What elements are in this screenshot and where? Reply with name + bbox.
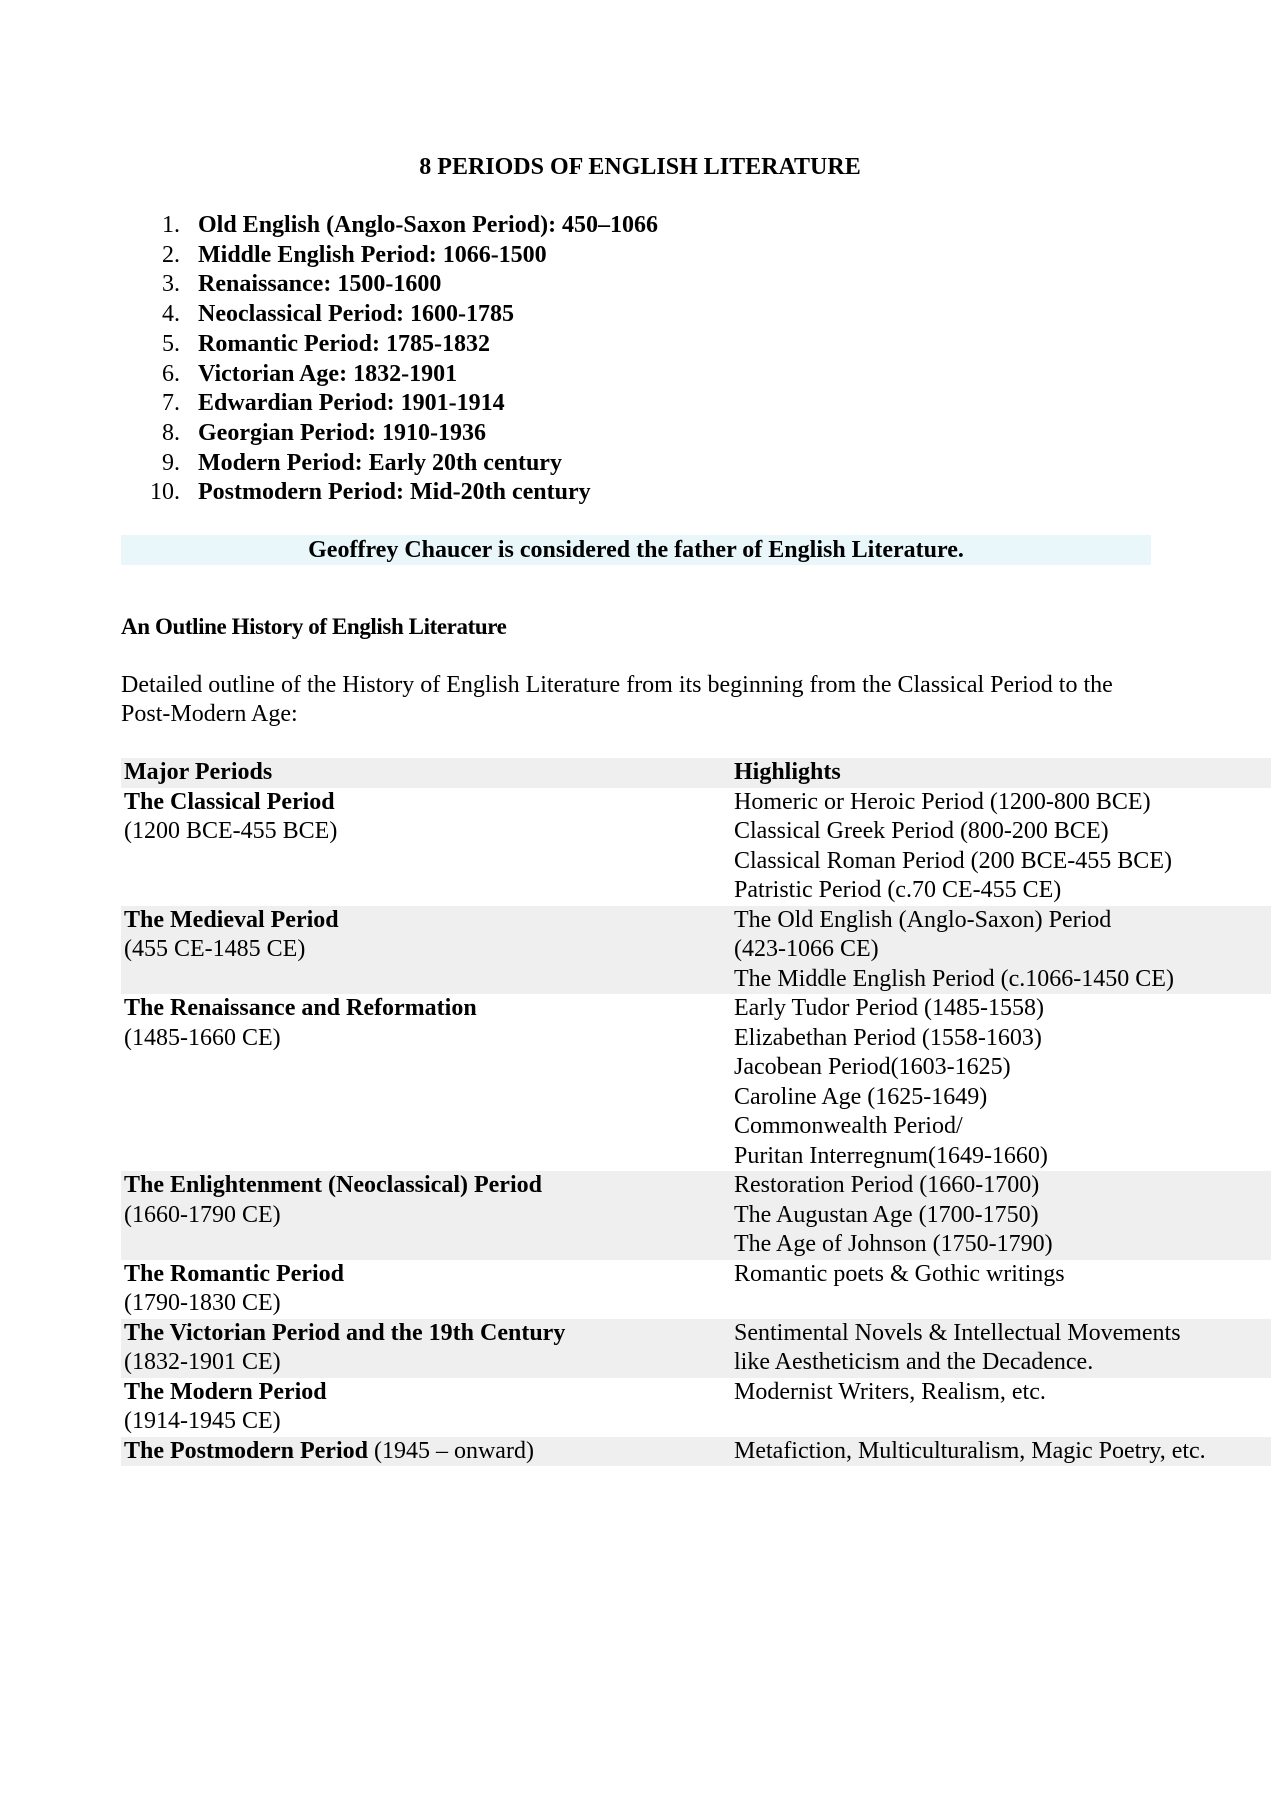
header-highlights: Highlights bbox=[734, 759, 841, 785]
list-item bbox=[150, 330, 658, 360]
table-row bbox=[121, 1437, 1271, 1467]
list-item bbox=[150, 419, 658, 449]
highlights-cell bbox=[731, 1378, 1271, 1437]
highlights-cell bbox=[731, 994, 1271, 1171]
period-cell bbox=[121, 906, 731, 995]
list-item-text: Romantic Period: 1785-1832 bbox=[198, 330, 490, 357]
list-item bbox=[150, 449, 658, 479]
list-number: 4. bbox=[162, 301, 180, 328]
list-number: 9. bbox=[162, 449, 180, 476]
list-number: 5. bbox=[162, 330, 180, 357]
highlight-line: Sentimental Novels & Intellectual Movements bbox=[734, 1319, 1181, 1346]
table-row bbox=[121, 1378, 1271, 1437]
highlights-cell bbox=[731, 1437, 1271, 1467]
highlight-line: Classical Roman Period (200 BCE-455 BCE) bbox=[734, 847, 1172, 874]
highlight-line: Homeric or Heroic Period (1200-800 BCE) bbox=[734, 788, 1151, 815]
highlight-line: Commonwealth Period/ bbox=[734, 1113, 963, 1139]
period-name: The Classical Period bbox=[124, 788, 335, 815]
period-dates: (1790-1830 CE) bbox=[124, 1290, 281, 1316]
list-item bbox=[150, 211, 658, 241]
table-header-row bbox=[121, 758, 1271, 788]
highlight-line: Early Tudor Period (1485-1558) bbox=[734, 995, 1044, 1021]
list-item bbox=[150, 360, 658, 390]
list-number: 2. bbox=[162, 241, 180, 268]
list-item-text: Renaissance: 1500-1600 bbox=[198, 271, 442, 298]
highlights-cell bbox=[731, 1171, 1271, 1260]
highlight-line: Patristic Period (c.70 CE-455 CE) bbox=[734, 877, 1062, 903]
period-name: The Postmodern Period bbox=[124, 1437, 368, 1464]
highlight-line: Classical Greek Period (800-200 BCE) bbox=[734, 818, 1109, 844]
chaucer-callout: Geoffrey Chaucer is considered the father of English Literature. bbox=[121, 535, 1151, 565]
highlight-line: The Middle English Period (c.1066-1450 CE) bbox=[734, 965, 1174, 992]
highlight-line: Elizabethan Period (1558-1603) bbox=[734, 1024, 1042, 1051]
list-number: 3. bbox=[162, 271, 180, 298]
list-item bbox=[150, 270, 658, 300]
section-heading: An Outline History of English Literature bbox=[121, 614, 507, 639]
list-item-text: Old English (Anglo-Saxon Period): 450–1066 bbox=[198, 212, 659, 238]
list-item bbox=[150, 478, 658, 508]
table-row bbox=[121, 1171, 1271, 1260]
table-row bbox=[121, 994, 1271, 1171]
period-dates: (1200 BCE-455 BCE) bbox=[124, 818, 338, 844]
period-cell bbox=[121, 1260, 731, 1319]
period-name: The Victorian Period and the 19th Century bbox=[124, 1319, 566, 1346]
highlight-line: like Aestheticism and the Decadence. bbox=[734, 1349, 1094, 1375]
highlight-line: The Old English (Anglo-Saxon) Period bbox=[734, 906, 1112, 933]
periods-table bbox=[121, 758, 1271, 1466]
list-item-text: Postmodern Period: Mid-20th century bbox=[198, 479, 591, 506]
period-dates: (1832-1901 CE) bbox=[124, 1349, 281, 1375]
list-item bbox=[150, 389, 658, 419]
list-item-text: Neoclassical Period: 1600-1785 bbox=[198, 301, 514, 328]
list-item-text: Modern Period: Early 20th century bbox=[198, 449, 562, 476]
highlight-line: Modernist Writers, Realism, etc. bbox=[734, 1378, 1046, 1405]
list-item-text: Edwardian Period: 1901-1914 bbox=[198, 390, 505, 417]
intro-paragraph: Detailed outline of the History of English Literature from its beginning from the Classical Period to the Post-Modern Age: bbox=[121, 672, 1113, 727]
periods-list bbox=[150, 211, 658, 508]
highlight-line: Romantic poets & Gothic writings bbox=[734, 1260, 1065, 1287]
list-number: 1. bbox=[162, 212, 180, 238]
period-dates: (1660-1790 CE) bbox=[124, 1201, 281, 1228]
highlight-line: Restoration Period (1660-1700) bbox=[734, 1172, 1040, 1198]
period-dates: (1914-1945 CE) bbox=[124, 1408, 281, 1434]
period-dates: (455 CE-1485 CE) bbox=[124, 936, 306, 962]
period-cell bbox=[121, 1171, 731, 1260]
highlight-line: Metafiction, Multiculturalism, Magic Poetry, etc. bbox=[734, 1437, 1206, 1464]
list-item-text: Georgian Period: 1910-1936 bbox=[198, 419, 486, 446]
period-name: The Medieval Period bbox=[124, 906, 339, 933]
header-major-periods: Major Periods bbox=[124, 759, 273, 785]
list-number: 8. bbox=[162, 419, 180, 446]
period-name: The Enlightenment (Neoclassical) Period bbox=[124, 1172, 542, 1198]
list-number: 7. bbox=[162, 390, 180, 417]
highlights-cell bbox=[731, 788, 1271, 906]
period-name: The Modern Period bbox=[124, 1378, 327, 1405]
highlight-line: The Augustan Age (1700-1750) bbox=[734, 1201, 1039, 1228]
period-cell bbox=[121, 994, 731, 1171]
highlight-line: The Age of Johnson (1750-1790) bbox=[734, 1231, 1053, 1257]
list-number: 6. bbox=[162, 360, 180, 387]
table-row bbox=[121, 788, 1271, 906]
period-cell bbox=[121, 788, 731, 906]
highlight-line: Puritan Interregnum(1649-1660) bbox=[734, 1142, 1048, 1169]
list-item bbox=[150, 300, 658, 330]
period-cell bbox=[121, 1378, 731, 1437]
period-dates: (1945 – onward) bbox=[367, 1437, 534, 1464]
list-item-text: Middle English Period: 1066-1500 bbox=[198, 241, 547, 268]
document-title: 8 PERIODS OF ENGLISH LITERATURE bbox=[419, 154, 861, 180]
highlights-cell bbox=[731, 1260, 1271, 1319]
highlights-cell bbox=[731, 906, 1271, 995]
list-number: 10. bbox=[150, 479, 180, 506]
highlight-line: (423-1066 CE) bbox=[734, 936, 879, 962]
period-name: The Renaissance and Reformation bbox=[124, 995, 477, 1021]
highlight-line: Jacobean Period(1603-1625) bbox=[734, 1054, 1011, 1080]
table-row bbox=[121, 1319, 1271, 1378]
period-name: The Romantic Period bbox=[124, 1260, 344, 1287]
period-dates: (1485-1660 CE) bbox=[124, 1024, 281, 1051]
list-item bbox=[150, 241, 658, 271]
highlight-line: Caroline Age (1625-1649) bbox=[734, 1083, 988, 1110]
list-item-text: Victorian Age: 1832-1901 bbox=[198, 360, 458, 387]
table-row bbox=[121, 1260, 1271, 1319]
period-cell bbox=[121, 1437, 731, 1467]
table-row bbox=[121, 906, 1271, 995]
highlights-cell bbox=[731, 1319, 1271, 1378]
period-cell bbox=[121, 1319, 731, 1378]
